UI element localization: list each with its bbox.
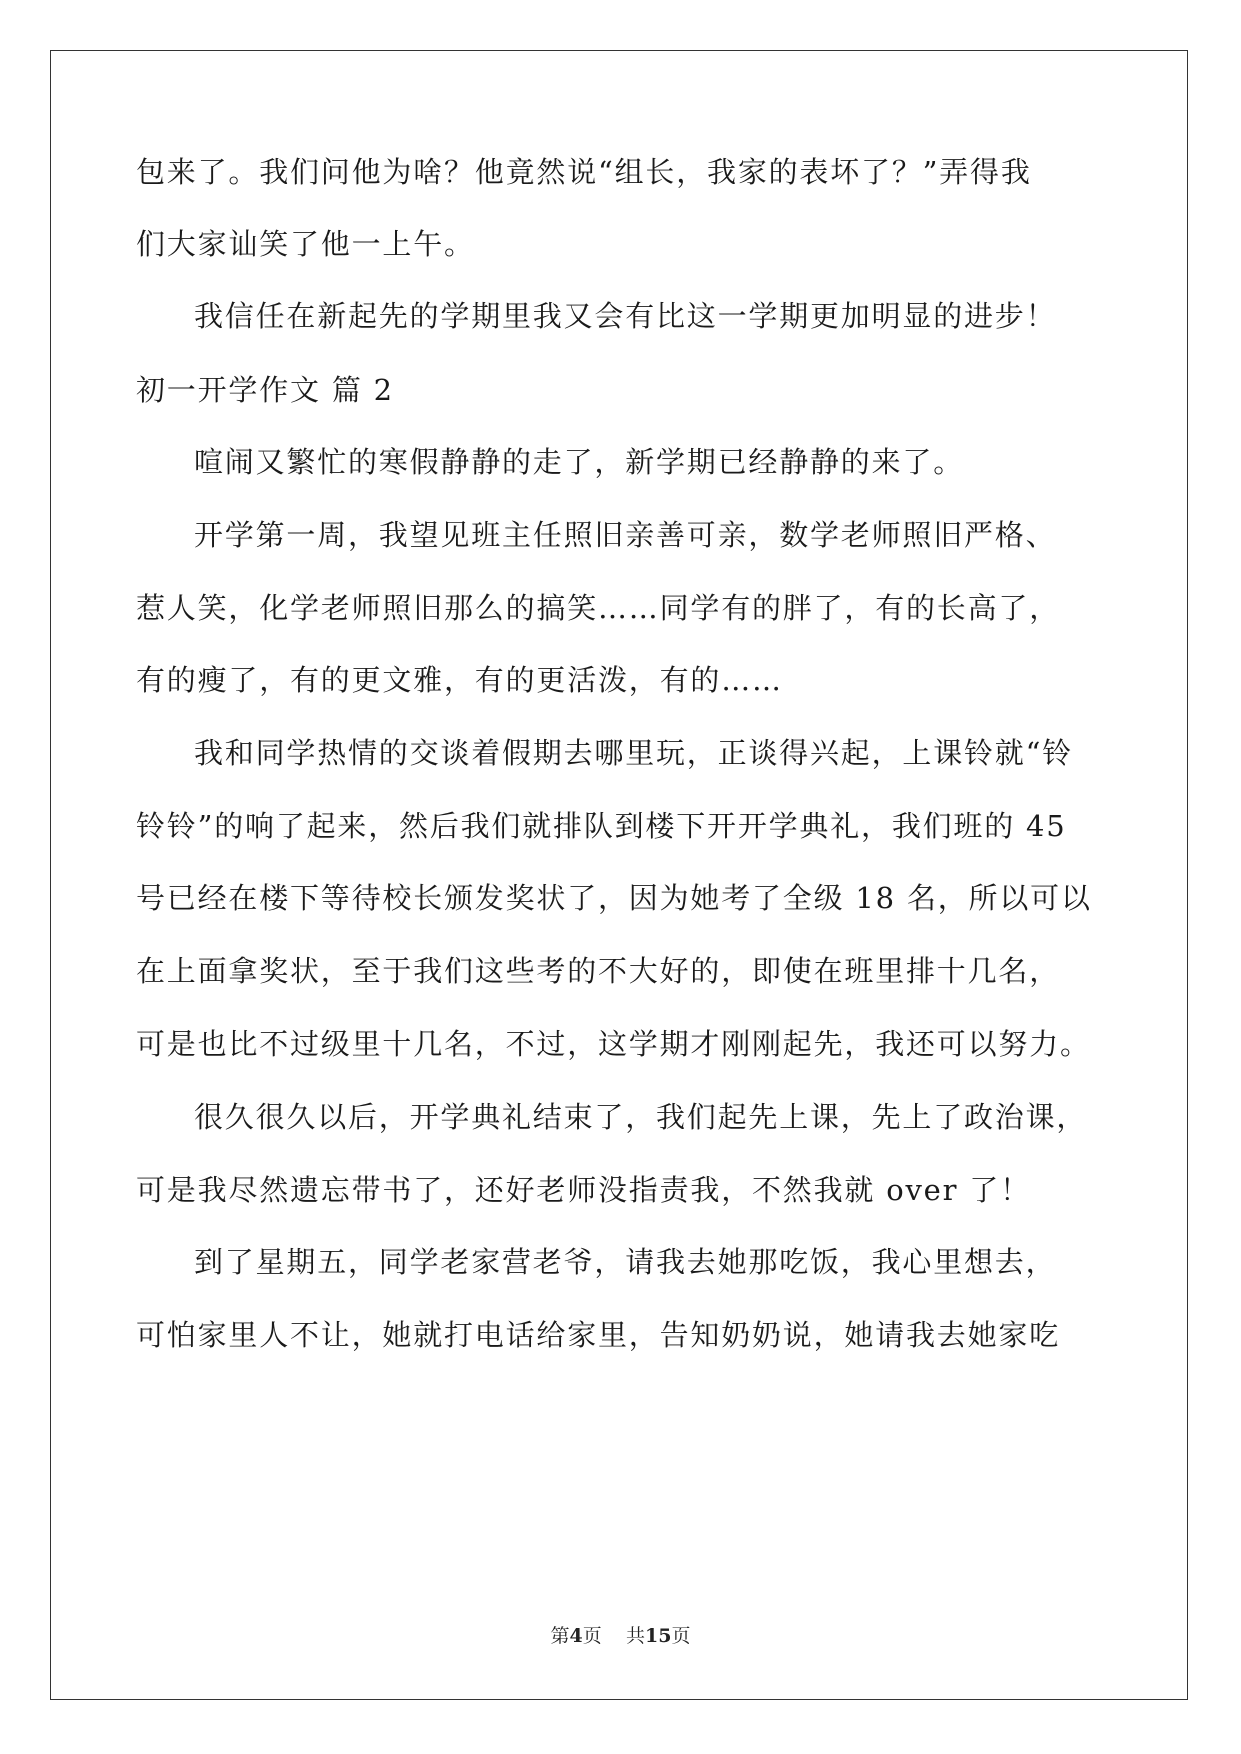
page-prefix: 第 — [550, 1625, 570, 1647]
text-line: 可怕家里人不让，她就打电话给家里，告知奶奶说，她请我去她家吃 — [136, 1318, 1061, 1352]
text-line: 铃铃”的响了起来，然后我们就排队到楼下开开学典礼，我们班的 45 — [136, 809, 1067, 843]
total-pages: 15 — [644, 1625, 672, 1647]
page-footer — [0, 1624, 1241, 1648]
paragraph-first-line: 开学第一周，我望见班主任照旧亲善可亲，数学老师照旧严格、 — [194, 518, 1057, 552]
text-line: 可是我尽然遗忘带书了，还好老师没指责我，不然我就 over 了！ — [136, 1173, 1031, 1207]
text-line: 在上面拿奖状，至于我们这些考的不大好的，即使在班里排十几名， — [136, 954, 1061, 988]
section-heading: 初一开学作文 篇 2 — [136, 373, 394, 407]
page-suffix: 页 — [582, 1625, 602, 1647]
page-number: 4 — [569, 1625, 583, 1647]
text-line: 可是也比不过级里十几名，不过，这学期才刚刚起先，我还可以努力。 — [136, 1027, 1091, 1061]
paragraph-first-line: 喧闹又繁忙的寒假静静的走了，新学期已经静静的来了。 — [194, 445, 965, 479]
text-line: 们大家讪笑了他一上午。 — [136, 227, 475, 261]
paragraph-first-line: 我和同学热情的交谈着假期去哪里玩，正谈得兴起，上课铃就“铃 — [194, 736, 1074, 770]
text-line: 有的瘦了，有的更文雅，有的更活泼，有的…… — [136, 663, 783, 697]
total-prefix: 共 — [625, 1625, 645, 1647]
text-line: 号已经在楼下等待校长颁发奖状了，因为她考了全级 18 名，所以可以 — [136, 881, 1092, 915]
paragraph-first-line: 很久很久以后，开学典礼结束了，我们起先上课，先上了政治课， — [194, 1100, 1088, 1134]
total-suffix: 页 — [671, 1625, 691, 1647]
text-line: 惹人笑，化学老师照旧那么的搞笑……同学有的胖了，有的长高了， — [136, 591, 1061, 625]
paragraph-first-line: 到了星期五，同学老家营老爷，请我去她那吃饭，我心里想去， — [194, 1245, 1057, 1279]
text-line: 包来了。我们问他为啥？他竟然说“组长，我家的表坏了？”弄得我 — [136, 155, 1032, 189]
paragraph-first-line: 我信任在新起先的学期里我又会有比这一学期更加明显的进步！ — [194, 299, 1057, 333]
